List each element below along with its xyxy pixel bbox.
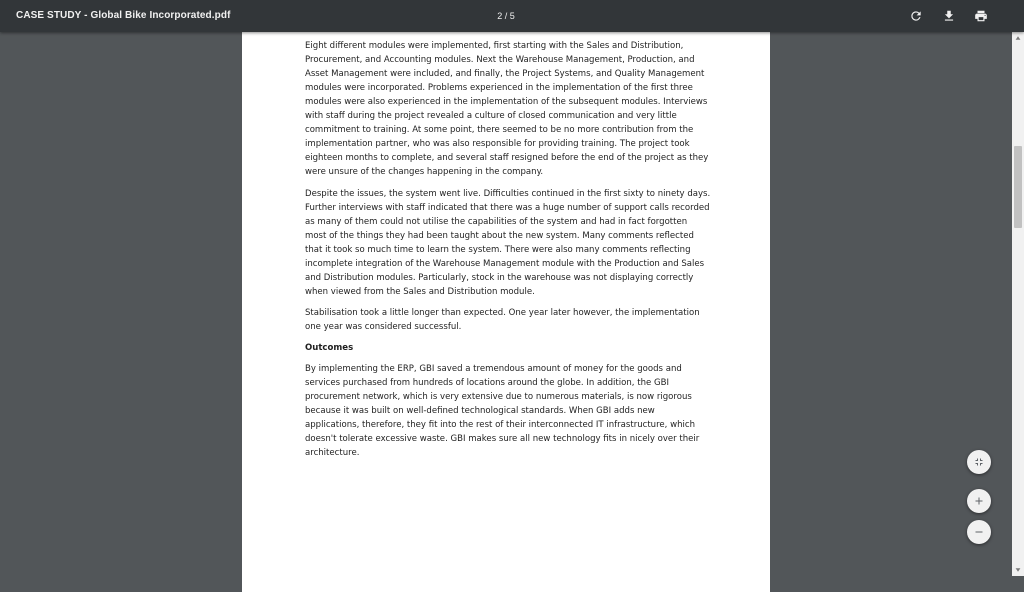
paragraph-outcomes: By implementing the ERP, GBI saved a tremendous amount of money for the goods and services purchased from hundreds of locations around the globe. In addition, the GBI procurement network, which is very extensive due to numerous materials, is now rigorous because it was built on well-defined technological standards. When GBI adds new applications, therefore, they fit into the rest of their interconnected IT infrastructure, which doesn't tolerate excessive waste. GBI makes sure all new technology fits in nicely over their architecture. <box>305 364 700 459</box>
rotate-button[interactable] <box>906 6 926 26</box>
pdf-page <box>242 32 770 592</box>
fit-to-page-icon <box>973 456 985 468</box>
zoom-in-icon <box>973 495 985 507</box>
print-button[interactable] <box>971 6 991 26</box>
scroll-down-arrow[interactable] <box>1012 564 1024 576</box>
print-icon <box>974 9 988 23</box>
download-icon <box>942 9 956 23</box>
rotate-icon <box>909 9 923 23</box>
scroll-thumb[interactable] <box>1014 146 1022 228</box>
caret-down-icon <box>1015 567 1021 573</box>
page-indicator[interactable]: 2 / 5 <box>497 11 515 21</box>
document-title: CASE STUDY - Global Bike Incorporated.pdf <box>16 10 231 21</box>
pdf-toolbar <box>0 0 1024 32</box>
vertical-scrollbar[interactable] <box>1012 32 1024 576</box>
caret-up-icon <box>1015 35 1021 41</box>
zoom-out-icon <box>973 526 985 538</box>
download-button[interactable] <box>939 6 959 26</box>
pdf-viewer[interactable] <box>0 32 1012 576</box>
fit-to-page-button[interactable] <box>967 450 991 474</box>
paragraph-go-live: Despite the issues, the system went live. Difficulties continued in the first sixty to ninety days. Further interviews with staff indicated that there was a huge number of support calls recorded as many of them could not utilise the capabilities of the system and had in fact forgotten most of the things they had been taught about the new system. Many comments reflected that it took so much time to learn the system. There were also many comments reflecting incomplete integration of the Warehouse Management module with the Production and Sales and Distribution modules. Particularly, stock in the warehouse was not displaying correctly when viewed from the Sales and Distribution module. <box>305 188 711 297</box>
paragraph-modules: Eight different modules were implemented, first starting with the Sales and Distribution, Procurement, and Accounting modules. Next the Warehouse Management, Production, and Asset Management were included, and finally, the Project Systems, and Quality Management modules were incorporated. Problems experienced in the implementation of the first three modules were also experienced in the implementation of the subsequent modules. Interviews with staff during the project revealed a culture of closed communication and very little commitment to training. At some point, there seemed to be no more contribution from the implementation partner, who was also responsible for providing training. The project took eighteen months to complete, and several staff resigned before the end of the project as they were unsure of the changes happening in the company. <box>305 41 709 178</box>
zoom-in-button[interactable] <box>967 489 991 513</box>
zoom-out-button[interactable] <box>967 520 991 544</box>
scroll-up-arrow[interactable] <box>1012 32 1024 44</box>
paragraph-stabilisation: Stabilisation took a little longer than expected. One year later however, the implementation one year was considered successful. <box>305 307 700 332</box>
page-text <box>305 18 711 467</box>
outcomes-heading: Outcomes <box>305 342 354 353</box>
